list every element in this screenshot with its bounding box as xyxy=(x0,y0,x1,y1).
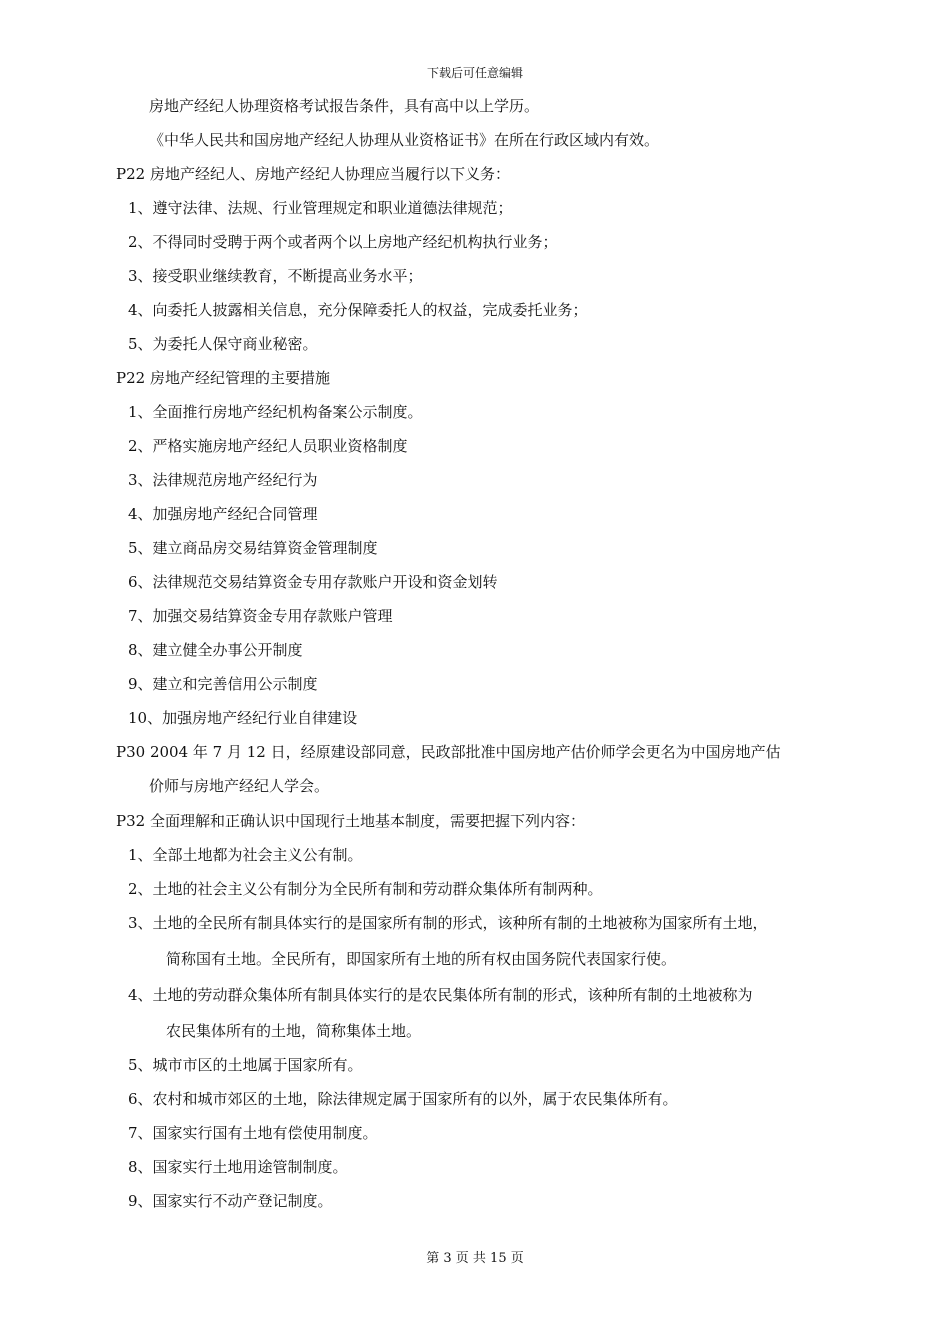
list-item-continuation: 简称国有土地。全民所有，即国家所有土地的所有权由国务院代表国家行使。 xyxy=(166,950,677,968)
list-item: 3、土地的全民所有制具体实行的是国家所有制的形式，该种所有制的土地被称为国家所有土地， xyxy=(128,914,768,932)
p30-line-1: P30 2004 年 7 月 12 日，经原建设部同意，民政部批准中国房地产估价师学会更名为中国房地产估 xyxy=(116,743,781,761)
list-item: 1、全部土地都为社会主义公有制。 xyxy=(128,846,363,864)
list-item: 2、严格实施房地产经纪人员职业资格制度 xyxy=(128,437,408,455)
list-item: 3、法律规范房地产经纪行为 xyxy=(128,471,318,489)
list-item: 9、国家实行不动产登记制度。 xyxy=(128,1192,333,1210)
list-item: 7、国家实行国有土地有偿使用制度。 xyxy=(128,1124,378,1142)
list-item: 9、建立和完善信用公示制度 xyxy=(128,675,318,693)
list-item: 1、遵守法律、法规、行业管理规定和职业道德法律规范； xyxy=(128,199,513,217)
intro-line-2: 《中华人民共和国房地产经纪人协理从业资格证书》在所在行政区域内有效。 xyxy=(149,131,660,149)
list-item: 10、加强房地产经纪行业自律建设 xyxy=(128,709,358,727)
page-header: 下载后可任意编辑 xyxy=(426,66,523,80)
list-item: 4、土地的劳动群众集体所有制具体实行的是农民集体所有制的形式，该种所有制的土地被称为 xyxy=(128,986,753,1004)
intro-line-1: 房地产经纪人协理资格考试报告条件，具有高中以上学历。 xyxy=(149,97,540,115)
p32-heading: P32 全面理解和正确认识中国现行土地基本制度，需要把握下列内容： xyxy=(116,812,585,830)
list-item: 7、加强交易结算资金专用存款账户管理 xyxy=(128,607,393,625)
list-item: 2、土地的社会主义公有制分为全民所有制和劳动群众集体所有制两种。 xyxy=(128,880,603,898)
list-item: 5、城市市区的土地属于国家所有。 xyxy=(128,1056,363,1074)
list-item: 6、农村和城市郊区的土地，除法律规定属于国家所有的以外，属于农民集体所有。 xyxy=(128,1090,678,1108)
p22-measures-heading: P22 房地产经纪管理的主要措施 xyxy=(116,369,330,387)
list-item: 5、建立商品房交易结算资金管理制度 xyxy=(128,539,378,557)
list-item: 4、加强房地产经纪合同管理 xyxy=(128,505,318,523)
list-item: 5、为委托人保守商业秘密。 xyxy=(128,335,318,353)
list-item-continuation: 农民集体所有的土地，简称集体土地。 xyxy=(166,1022,422,1040)
list-item: 8、建立健全办事公开制度 xyxy=(128,641,303,659)
list-item: 3、接受职业继续教育，不断提高业务水平； xyxy=(128,267,423,285)
list-item: 8、国家实行土地用途管制制度。 xyxy=(128,1158,348,1176)
page-footer: 第 3 页 共 15 页 xyxy=(426,1251,524,1266)
list-item: 2、不得同时受聘于两个或者两个以上房地产经纪机构执行业务； xyxy=(128,233,558,251)
p30-line-2: 价师与房地产经纪人学会。 xyxy=(149,777,330,795)
p22-duties-heading: P22 房地产经纪人、房地产经纪人协理应当履行以下义务： xyxy=(116,165,510,183)
list-item: 1、全面推行房地产经纪机构备案公示制度。 xyxy=(128,403,423,421)
list-item: 6、法律规范交易结算资金专用存款账户开设和资金划转 xyxy=(128,573,498,591)
list-item: 4、向委托人披露相关信息，充分保障委托人的权益，完成委托业务； xyxy=(128,301,588,319)
